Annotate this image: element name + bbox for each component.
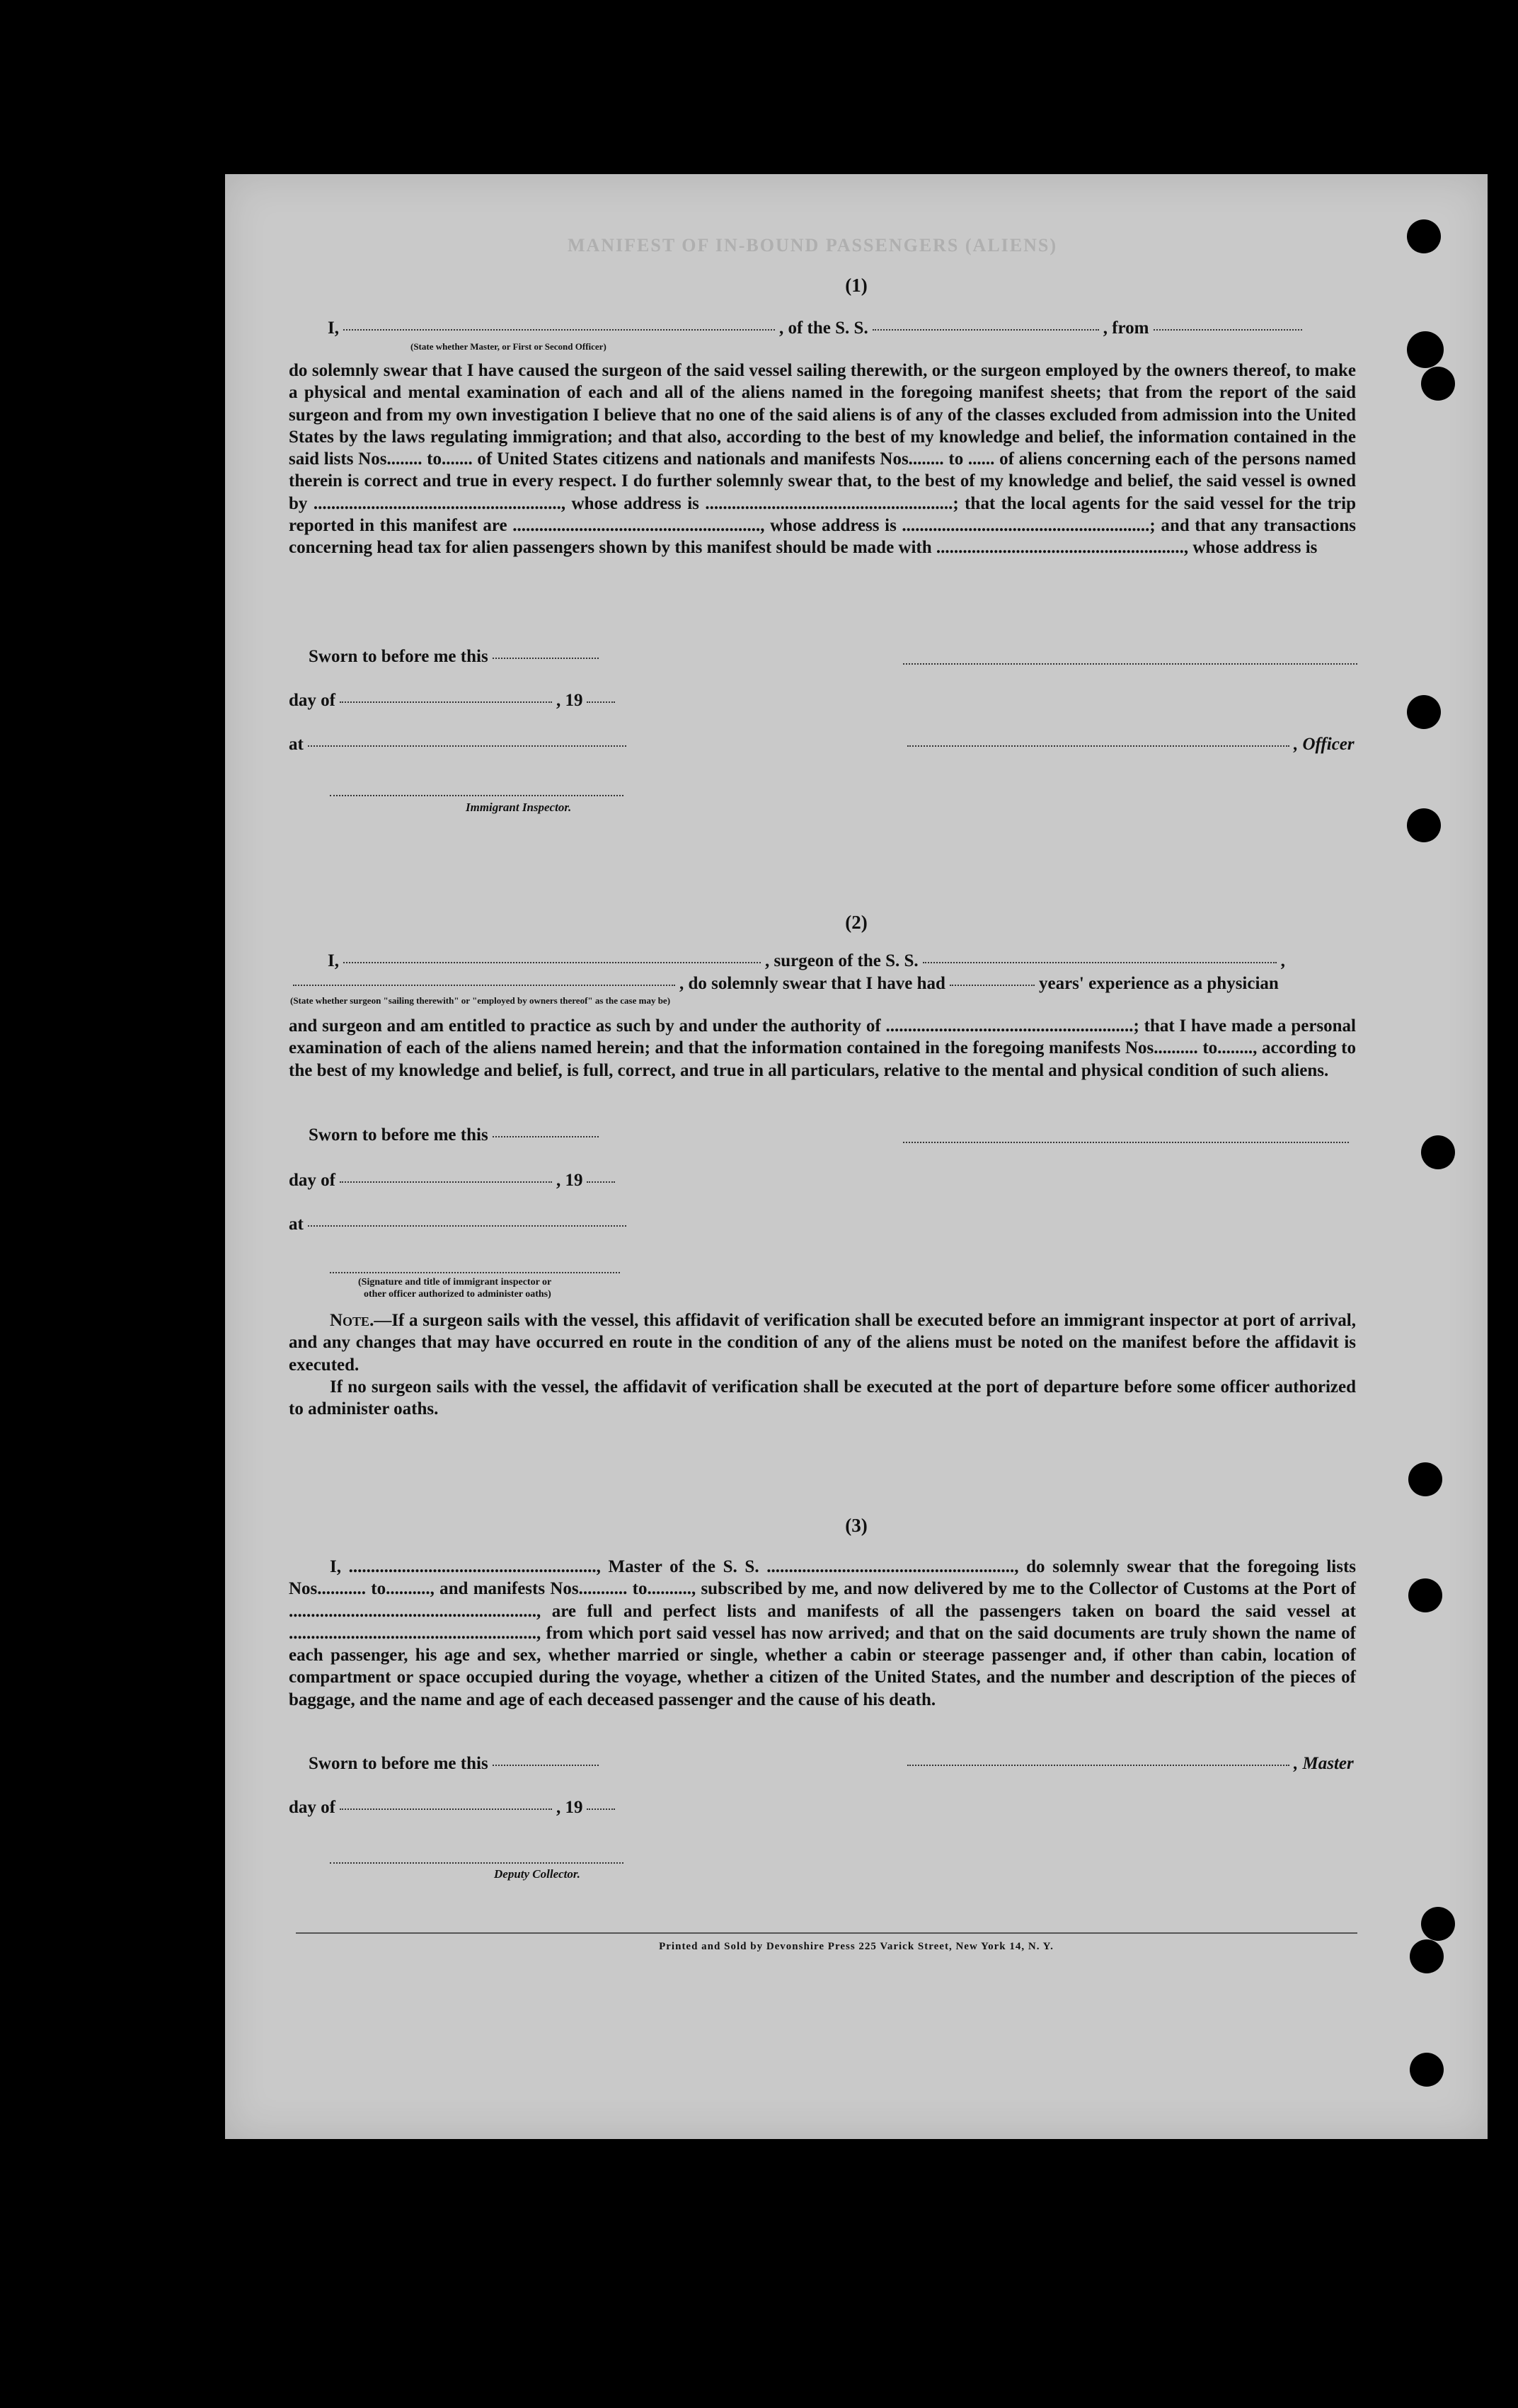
section-1-of-ss: , of the S. S. [778, 319, 868, 338]
section-3-number: (3) [845, 1515, 868, 1536]
master-label: , Master [1294, 1754, 1354, 1773]
years-experience-label: years' experience as a physician [1038, 974, 1279, 993]
officer-signature-field[interactable] [903, 663, 1357, 665]
section-2-paragraph: and surgeon and am entitled to practice as such by and under the authority of ........................................................; that I have made a personal examination of each of the aliens named herein; and that the information contained in the foregoing manifests Nos.......... to........, according to the best of my knowledge and belief, is full, correct, and true in all particulars, relative to the mental and physical condition of such aliens. [289, 1016, 1356, 1080]
at-line-2 [289, 1215, 631, 1234]
from-port-field[interactable] [1154, 328, 1302, 331]
punch-hole [1410, 2053, 1444, 2087]
section-1-paragraph: do solemnly swear that I have caused the surgeon of the said vessel sailing therewith, or the surgeon employed by the owners thereof, to make a physical and mental examination of each and all of the aliens named in the foregoing manifest sheets; that from the report of the said surgeon and from my own investigation I believe that no one of the said aliens is of any of the classes excluded from admission into the United States by the laws regulating immigration; and that also, according to the best of my knowledge and belief, the information contained in the said lists Nos........ to....... of United States citizens and nationals and manifests Nos........ to ...... of aliens concerning each of the persons named therein is correct and true in every respect. I do further solemnly swear that, to the best of my knowledge and belief, the said vessel is owned by ........................................................, whose address is ........................................................; that the local agents for the said vessel for the trip reported in this manifest are ........................................................, whose address is ........................................................; and that any transactions concerning head tax for alien passengers shown by this manifest should be made with ........................................................, whose address is [289, 361, 1356, 558]
day-of-label-1: day of [289, 691, 335, 710]
at-field-1[interactable] [308, 745, 626, 747]
note-text-1: —If a surgeon sails with the vessel, this affidavit of verification shall be executed before an immigrant inspector at port of arrival, and any changes that may have occurred en route in the condition of any of the aliens must be noted on the manifest before the affidavit is executed. [289, 1311, 1356, 1375]
punch-hole [1407, 808, 1441, 842]
year-field-2[interactable] [587, 1181, 615, 1183]
section-2-number: (2) [845, 912, 868, 933]
authorized-officer-signature-field[interactable] [330, 1271, 620, 1273]
punch-hole [1408, 1462, 1442, 1496]
year-label-1: , 19 [556, 691, 583, 710]
section-1-i: I, [328, 319, 339, 338]
section-3-paragraph: I, ........................................................, Master of the S. S. ........................................................, do solemnly swear that the foregoing lists Nos........... to.........., and manifests Nos........... to.........., subscribed by me, and now delivered by me to the Collector of Customs at the Port of ........................................................, are full and perfect lists and manifests of all the passengers taken on board the said vessel at ........................................................, from which port said vessel has now arrived; and that on the said documents are truly shown the name of each passenger, his age and sex, whether married or single, whether a cabin or steerage passenger and, if other than cabin, location of compartment or space occupied during the voyage, whether a citizen of the United States, and the number and description of the pieces of baggage, and the name and age of each deceased passenger and the cause of his death. [289, 1557, 1356, 1709]
day-of-line-3 [289, 1798, 619, 1818]
section-1-from: , from [1103, 319, 1149, 338]
punch-hole [1407, 331, 1444, 368]
section-1-number: (1) [845, 275, 868, 296]
master-line [903, 1754, 1354, 1774]
at-label-1: at [289, 735, 304, 754]
section-1-header-line [328, 319, 1306, 338]
punch-hole [1421, 1907, 1455, 1941]
officer-hint: (State whether Master, or First or Second Officer) [410, 341, 606, 352]
surgeon-signature-field[interactable] [903, 1141, 1349, 1143]
sworn-line-1 [309, 647, 603, 667]
sworn-day-field-2[interactable] [493, 1135, 599, 1137]
punch-hole [1407, 219, 1441, 253]
deputy-collector-caption: Deputy Collector. [494, 1867, 580, 1881]
punch-hole [1421, 1135, 1455, 1169]
punch-hole [1408, 1578, 1442, 1612]
section-2-line-2 [289, 974, 1279, 994]
note-label: Note. [330, 1311, 374, 1330]
day-of-line-1 [289, 691, 619, 711]
month-field-2[interactable] [340, 1181, 552, 1183]
officer-line [903, 735, 1355, 755]
manifest-page [225, 174, 1488, 2139]
day-of-label-3: day of [289, 1798, 335, 1817]
at-label-2: at [289, 1215, 304, 1234]
note-paragraph-2: If no surgeon sails with the vessel, the affidavit of verification shall be executed at the port of departure before some officer authorized to administer oaths. [289, 1377, 1356, 1419]
at-line-1 [289, 735, 631, 755]
section-2-line-1: I, , surgeon of the S. S. , [328, 951, 1285, 970]
month-field-3[interactable] [340, 1808, 552, 1810]
printer-footer: Printed and Sold by Devonshire Press 225 Varick Street, New York 14, N. Y. [659, 1941, 1054, 1952]
year-label-3: , 19 [556, 1798, 583, 1817]
sworn-label-1: Sworn to before me this [309, 647, 488, 666]
officer-title-field[interactable] [907, 745, 1289, 747]
note-paragraph-1 [289, 1309, 1356, 1376]
sworn-line-3 [309, 1754, 603, 1774]
year-field-3[interactable] [587, 1808, 615, 1810]
punch-hole [1421, 367, 1455, 401]
section-2-i: I, [328, 951, 339, 970]
officer-name-field[interactable] [343, 328, 775, 331]
surgeon-status-field[interactable] [293, 984, 675, 986]
surgeon-hint: (State whether surgeon "sailing therewith" or "employed by owners thereof" as the case may be) [290, 995, 671, 1006]
collector-signature-field[interactable] [330, 1862, 623, 1864]
punch-hole [1407, 695, 1441, 729]
year-field-1[interactable] [587, 701, 615, 703]
bleed-through-text: MANIFEST OF IN-BOUND PASSENGERS (ALIENS) [567, 235, 1058, 256]
officer-label: , Officer [1294, 735, 1355, 754]
day-of-line-2 [289, 1171, 619, 1191]
signature-caption-1: (Signature and title of immigrant inspector or [358, 1277, 552, 1288]
sworn-label-3: Sworn to before me this [309, 1754, 488, 1773]
inspector-signature-field[interactable] [330, 794, 623, 796]
vessel-name-field[interactable] [873, 328, 1099, 331]
at-field-2[interactable] [308, 1225, 626, 1227]
surgeon-name-field[interactable] [343, 961, 761, 963]
years-experience-field[interactable] [950, 984, 1035, 986]
immigrant-inspector-caption: Immigrant Inspector. [466, 801, 572, 814]
footer-rule [296, 1932, 1357, 1934]
sworn-day-field-1[interactable] [493, 657, 599, 659]
sworn-day-field-3[interactable] [493, 1764, 599, 1766]
punch-hole [1410, 1939, 1444, 1973]
year-label-2: , 19 [556, 1171, 583, 1190]
sworn-label-2: Sworn to before me this [309, 1125, 488, 1145]
day-of-label-2: day of [289, 1171, 335, 1190]
month-field-1[interactable] [340, 701, 552, 703]
surgeon-vessel-field[interactable] [923, 961, 1277, 963]
surgeon-of-ss-label: , surgeon of the S. S. [764, 951, 919, 970]
master-signature-field[interactable] [907, 1764, 1289, 1766]
surgeon-swear-label: , do solemnly swear that I have had [679, 974, 945, 993]
sworn-line-2 [309, 1125, 603, 1145]
signature-caption-2: other officer authorized to administer oaths) [364, 1289, 551, 1300]
